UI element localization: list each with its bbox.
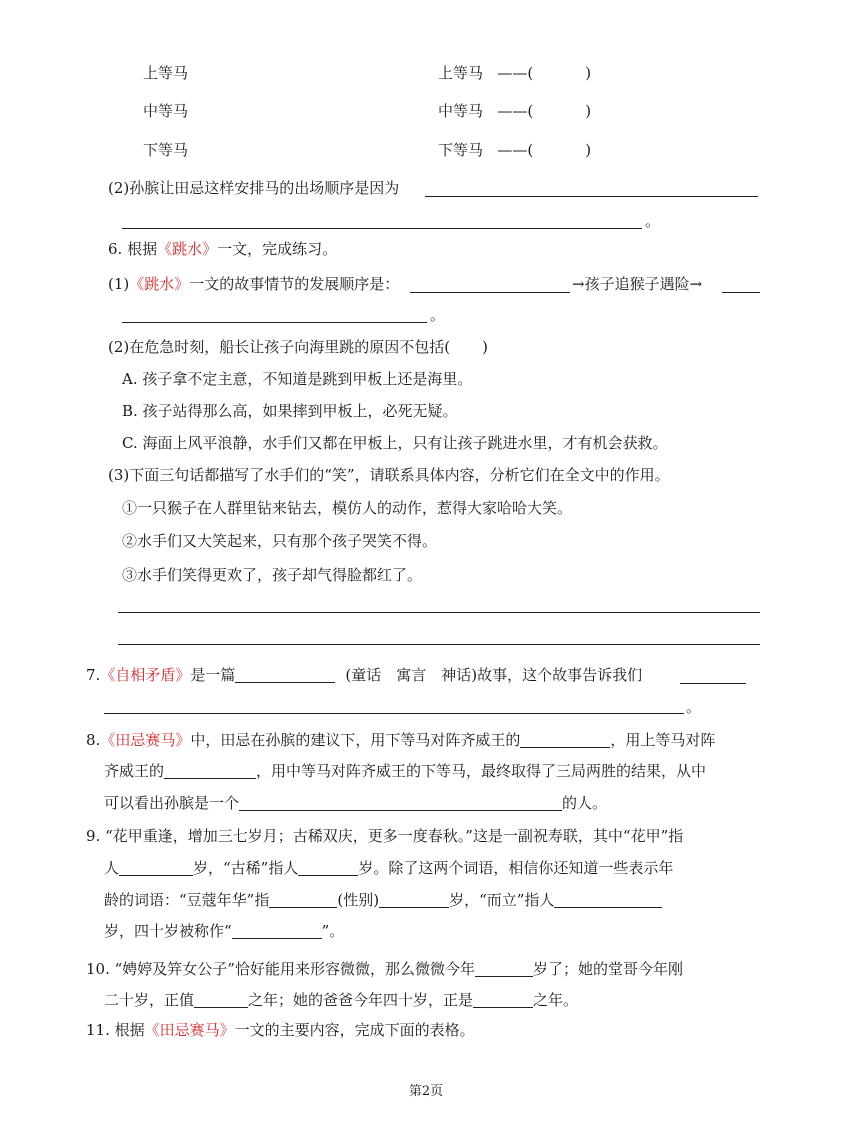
answer-blank[interactable] xyxy=(520,732,610,748)
answer-blank[interactable] xyxy=(298,860,358,876)
page-number: 第2页 xyxy=(408,1084,444,1099)
q9-l4-a: 岁，四十岁被称作“ xyxy=(104,922,232,940)
horse-left-1: 上等马 xyxy=(143,64,189,82)
q8-line3 xyxy=(104,792,607,814)
horse-close: ) xyxy=(585,141,592,159)
answer-line[interactable] xyxy=(118,612,760,613)
q8-l2-a: 齐威王的 xyxy=(104,762,165,780)
q10-line2 xyxy=(104,989,578,1011)
q8-l3-b: 的人。 xyxy=(562,794,608,812)
answer-line[interactable] xyxy=(425,196,758,197)
horse-dash: ——( xyxy=(497,102,534,120)
q10-l2-b: 之年；她的爸爸今年四十岁，正是 xyxy=(248,991,474,1009)
q6-quote-2: ②水手们又大笑起来，只有那个孩子哭笑不得。 xyxy=(122,532,438,550)
answer-blank[interactable] xyxy=(164,763,256,779)
q9-l3-a: 龄的词语：“豆蔻年华”指 xyxy=(104,891,270,909)
answer-blank[interactable] xyxy=(119,860,193,876)
q9-l3-b: (性别) xyxy=(337,891,380,909)
q7-options: (童话 寓言 神话) xyxy=(345,666,478,684)
answer-blank[interactable] xyxy=(239,795,562,811)
answer-line[interactable] xyxy=(410,292,570,293)
answer-blank[interactable] xyxy=(475,961,533,977)
q6-quote-3: ③水手们笑得更欢了，孩子却气得脸都红了。 xyxy=(122,566,423,584)
q9-l2-b: 岁，“古稀”指人 xyxy=(193,859,299,877)
q5-2-end: 。 xyxy=(645,212,661,230)
answer-blank[interactable] xyxy=(554,892,662,908)
q6-option-c: C. 海面上风平浪静，水手们又都在甲板上，只有让孩子跳进水里，才有机会获救。 xyxy=(122,434,668,452)
q6-quote-1: ①一只猴子在人群里钻来钻去，模仿人的动作，惹得大家哈哈大笑。 xyxy=(122,499,573,517)
q10-l2-a: 二十岁，正值 xyxy=(104,991,195,1009)
q6-2 xyxy=(108,336,488,358)
q6-2-text: (2)在危急时刻，船长让孩子向海里跳的原因不包括( xyxy=(108,338,451,356)
q10-l2-c: 之年。 xyxy=(533,991,579,1009)
horse-right-label: 中等马 xyxy=(438,102,484,120)
q6-1-post: 一文的故事情节的发展顺序是： xyxy=(189,275,400,293)
q11-pre: 11. 根据 xyxy=(86,1021,145,1039)
q7-end: 。 xyxy=(686,698,702,716)
q8-l1-a: 中，田忌在孙膑的建议下，用下等马对阵齐威王的 xyxy=(190,731,521,749)
answer-blank[interactable] xyxy=(269,892,337,908)
answer-line[interactable] xyxy=(118,644,760,645)
answer-line[interactable] xyxy=(122,228,642,229)
q7-num: 7. xyxy=(86,666,101,684)
answer-blank[interactable] xyxy=(235,667,335,683)
q6-1 xyxy=(108,273,399,295)
horse-dash: ——( xyxy=(497,141,534,159)
answer-line[interactable] xyxy=(722,292,760,293)
q6-option-a: A. 孩子拿不定主意，不知道是跳到甲板上还是海里。 xyxy=(122,370,473,388)
horse-right-1 xyxy=(438,62,591,84)
q6-1-end: 。 xyxy=(430,306,446,324)
q6-1-pre: (1) xyxy=(108,275,130,293)
horse-right-label: 下等马 xyxy=(438,141,484,159)
q6-title xyxy=(108,238,337,260)
q6-option-b: B. 孩子站得那么高，如果摔到甲板上，必死无疑。 xyxy=(122,402,458,420)
q6-3: (3)下面三句话都描写了水手们的“笑”，请联系具体内容，分析它们在全文中的作用。 xyxy=(108,466,670,484)
q9-l4-b: ”。 xyxy=(321,922,345,940)
q8-l1-b: ，用上等马对阵 xyxy=(610,731,716,749)
q11-line xyxy=(86,1019,475,1041)
horse-right-label: 上等马 xyxy=(438,64,484,82)
q9-line4 xyxy=(104,920,344,942)
q6-title-pre: 6. 根据 xyxy=(108,240,158,258)
q11-post: 一文的主要内容，完成下面的表格。 xyxy=(234,1021,475,1039)
answer-blank[interactable] xyxy=(473,992,533,1008)
horse-dash: ——( xyxy=(497,64,534,82)
q8-line2 xyxy=(104,760,706,782)
q10-line1 xyxy=(86,958,683,980)
horse-right-3 xyxy=(438,139,591,161)
horse-close: ) xyxy=(585,64,592,82)
answer-line[interactable] xyxy=(680,683,746,684)
q9-line1: 9. “花甲重逢，增加三七岁月；古稀双庆，更多一度春秋。”这是一副祝寿联，其中“花甲”指 xyxy=(86,827,684,845)
horse-right-2 xyxy=(438,100,591,122)
answer-blank[interactable] xyxy=(194,992,248,1008)
q6-1-mid: →孩子追猴子遇险→ xyxy=(572,275,703,293)
q7-title-red: 《自相矛盾》 xyxy=(100,666,191,684)
horse-left-2: 中等马 xyxy=(143,102,189,120)
q8-l2-b: ，用中等马对阵齐威王的下等马，最终取得了三局两胜的结果，从中 xyxy=(256,762,707,780)
q6-title-post: 一文，完成练习。 xyxy=(217,240,338,258)
q6-2-close: ) xyxy=(482,338,488,356)
q9-l2-a: 人 xyxy=(104,859,120,877)
q7-post: 故事，这个故事告诉我们 xyxy=(477,666,643,684)
answer-line[interactable] xyxy=(104,713,684,714)
horse-left-3: 下等马 xyxy=(143,141,189,159)
q10-l1-b: 岁了；她的堂哥今年刚 xyxy=(532,960,683,978)
q9-l3-c: 岁，“而立”指人 xyxy=(449,891,555,909)
horse-close: ) xyxy=(585,102,592,120)
q5-2-text: (2)孙膑让田忌这样安排马的出场顺序是因为 xyxy=(108,179,400,197)
q9-line2 xyxy=(104,857,673,879)
q8-line1 xyxy=(86,729,715,751)
q11-title-red: 《田忌赛马》 xyxy=(144,1021,235,1039)
q8-num: 8. xyxy=(86,731,101,749)
q7-line1 xyxy=(86,664,642,686)
q7-pre: 是一篇 xyxy=(190,666,236,684)
q9-line3 xyxy=(104,889,662,911)
answer-blank[interactable] xyxy=(232,923,322,939)
answer-line[interactable] xyxy=(122,322,427,323)
q10-l1-a: 10. “娉婷及笄女公子”恰好能用来形容微微，那么微微今年 xyxy=(86,960,475,978)
q6-1-red: 《跳水》 xyxy=(129,275,190,293)
answer-blank[interactable] xyxy=(379,892,449,908)
q8-l3-a: 可以看出孙膑是一个 xyxy=(104,794,240,812)
q9-l2-c: 岁。除了这两个词语，相信你还知道一些表示年 xyxy=(358,859,674,877)
q8-title-red: 《田忌赛马》 xyxy=(100,731,191,749)
q6-title-red: 《跳水》 xyxy=(157,240,218,258)
